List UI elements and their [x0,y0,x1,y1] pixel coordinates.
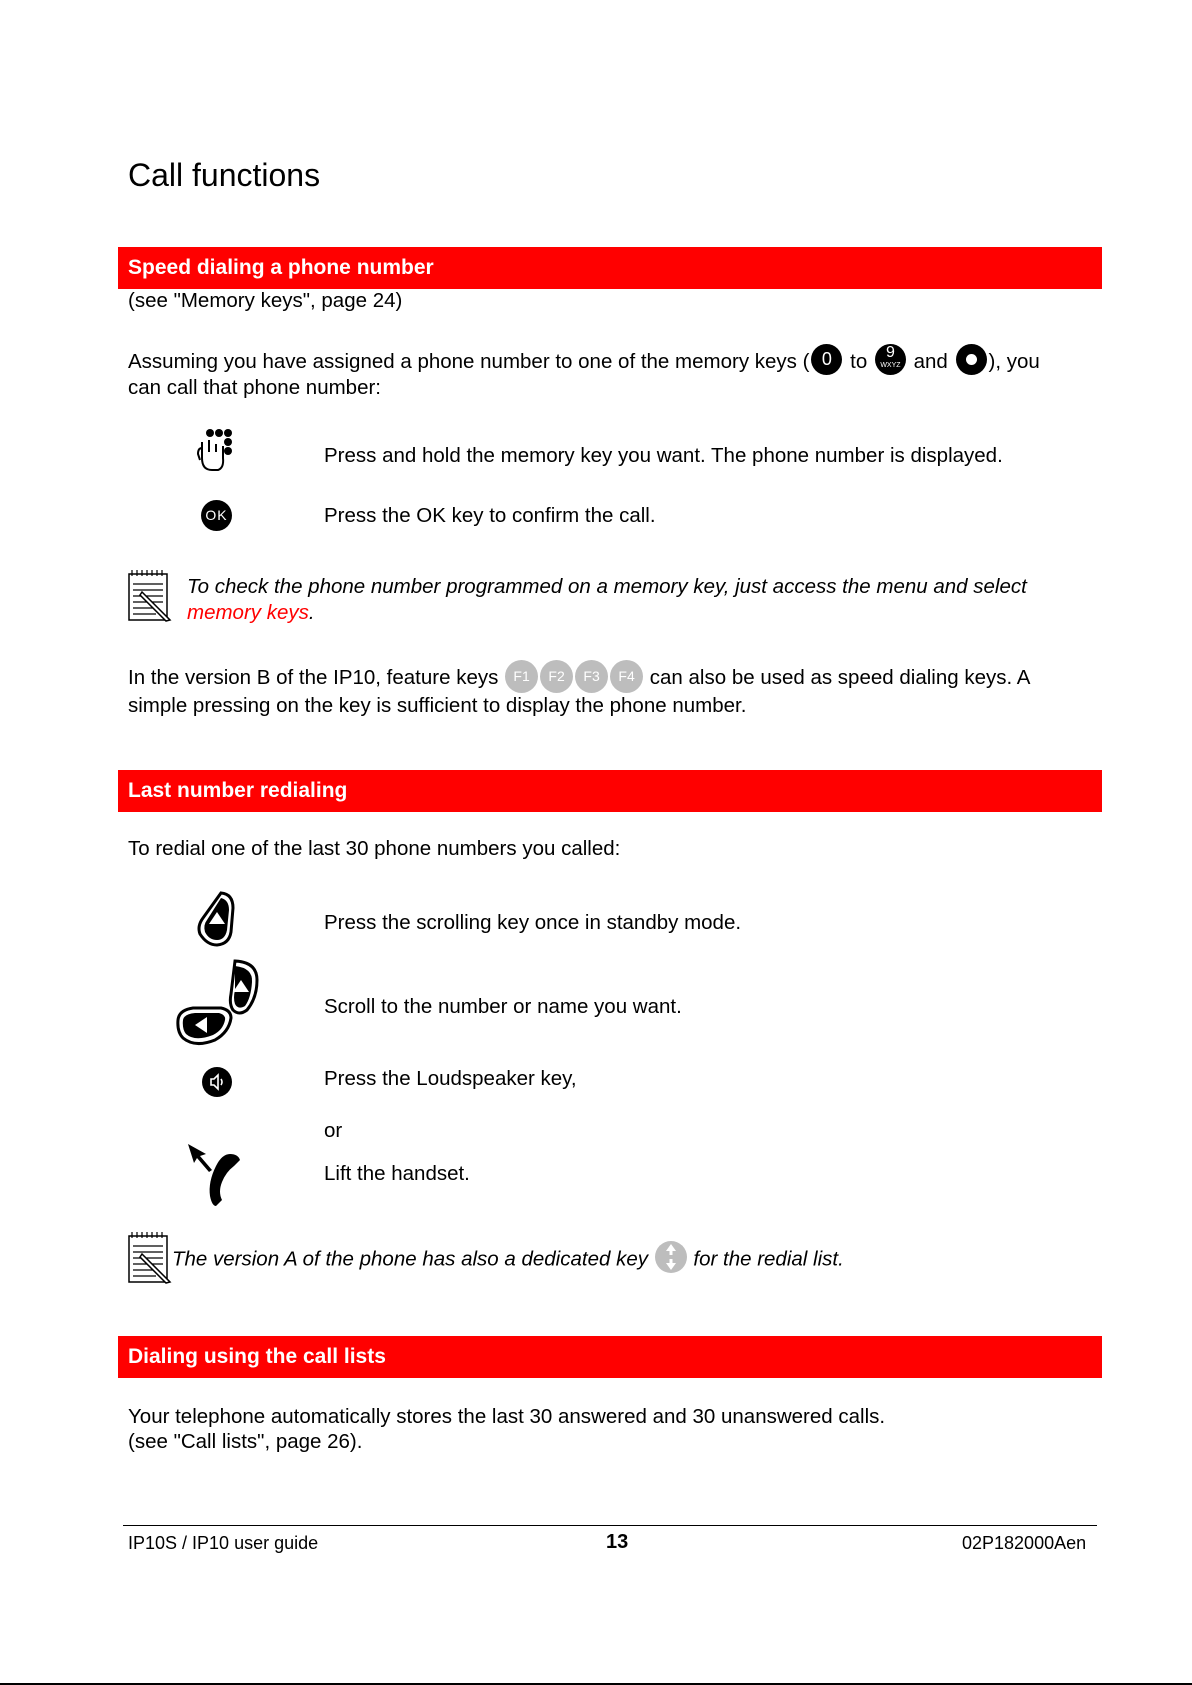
note-icon [128,570,172,622]
version-b-line1: In the version B of the IP10, feature keys F1 F2 F3 F4 can also be used as speed dialing keys. A [128,662,1030,695]
f1-key-icon: F1 [505,660,538,693]
redial-step1: Press the scrolling key once in standby mode. [324,911,742,934]
speed-note-line1: To check the phone number programmed on a memory key, just access the menu and select [187,575,1027,598]
speed-intro-and: and [907,349,954,373]
redial-step3: Press the Loudspeaker key, [324,1067,577,1090]
memory-key-0-icon: 0 [811,344,842,375]
redial-step2: Scroll to the number or name you want. [324,995,682,1018]
section-heading-redialing: Last number redialing [118,770,1102,812]
redial-or: or [324,1119,343,1142]
scroll-up-key-icon [195,890,239,948]
section-heading-call-lists: Dialing using the call lists [118,1336,1102,1378]
redial-step4: Lift the handset. [324,1162,470,1185]
section-heading-speed-dialing: Speed dialing a phone number [118,247,1102,289]
calllists-line1: Your telephone automatically stores the last 30 answered and 30 unanswered calls. [128,1405,886,1428]
footer-doc-code: 02P182000Aen [962,1533,1087,1553]
speed-intro-text-a: Assuming you have assigned a phone number to one of the memory keys ( [128,349,810,373]
memory-key-dot-icon [956,344,987,375]
f3-key-icon: F3 [575,660,608,693]
note-icon [128,1232,172,1284]
speed-ref: (see "Memory keys", page 24) [128,289,403,312]
lift-handset-icon [182,1140,254,1208]
ok-key-icon: OK [201,500,232,531]
speed-step1: Press and hold the memory key you want. The phone number is displayed. [324,444,1003,467]
redial-list-key-icon [654,1240,688,1274]
memory-keys-link[interactable]: memory keys [187,601,309,624]
version-b-line2: simple pressing on the key is sufficient to display the phone number. [128,694,747,717]
speed-intro-to: to [844,349,873,373]
speed-step2: Press the OK key to confirm the call. [324,504,656,527]
scroll-keys-icon [175,958,261,1046]
footer-page-number: 13 [606,1531,629,1553]
page-title: Call functions [128,157,321,193]
speed-intro-text-b: ), you [988,349,1040,373]
f2-key-icon: F2 [540,660,573,693]
footer-doc-title: IP10S / IP10 user guide [128,1533,319,1553]
redial-intro: To redial one of the last 30 phone numbers you called: [128,837,621,860]
speed-intro-line2: can call that phone number: [128,376,381,399]
loudspeaker-key-icon [201,1066,233,1098]
speed-note-line2: memory keys. [187,601,315,624]
footer-rule [123,1525,1097,1526]
f4-key-icon: F4 [610,660,643,693]
redial-note: The version A of the phone has also a dedicated key for the redial list. [172,1243,844,1277]
memory-key-9-icon: 9 WXYZ [875,344,906,375]
keypad-hand-icon [196,428,236,472]
calllists-line2: (see "Call lists", page 26). [128,1430,363,1453]
